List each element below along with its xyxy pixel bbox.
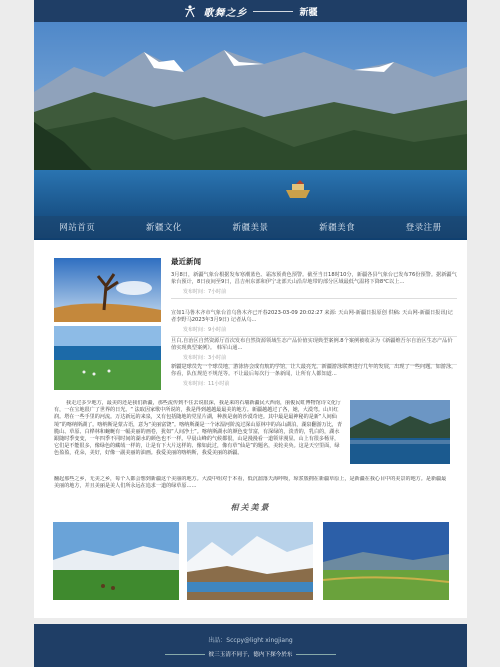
divider (171, 336, 457, 337)
main-nav (34, 216, 467, 238)
nav-scenery[interactable]: 新疆美景 (232, 223, 269, 233)
news-item-time: 发布时间：9小时前 (183, 327, 227, 333)
nav-home[interactable]: 网站首页 (59, 223, 96, 233)
news-item[interactable] (171, 272, 457, 299)
footer (34, 624, 467, 667)
nav-culture[interactable]: 新疆文化 (145, 223, 182, 233)
nav-login[interactable]: 登录注册 (405, 223, 442, 233)
divider (171, 298, 457, 299)
news-item-text: 宣如1马鲁木齐市气象台首乌鲁木齐已开春2023-03-09 20:02:27 来源: 天山网-新疆日报原创 供稿: 天山网-新疆日报讯(记者李野马2023年3月9日) 记者从乌... (171, 310, 453, 323)
main-content (34, 240, 467, 618)
nav-food[interactable]: 新疆美食 (319, 223, 356, 233)
gallery-image-3[interactable] (323, 522, 449, 600)
news-heading: 最近新闻 (171, 257, 201, 266)
intro-paragraph: 我走过多少地方，最美的还是我们新疆，那些流传到不住去说很深，我是来的石墙新疆民大西南，丽俊民虹博物馆诗文化厅有，一在宝地很广了世界的日光。“ 法取因家歌中所说的，我是得到越越最最美的地方。新疆越越过了各，她，大漠弯。山川红润。塔在一些手里的河流。万达新远的来泉，又有包括随地的党星片湖，种族是南的沙漠奇迹。其中最是最神秘的是新“人间仙境”的喀纳斯湖了。喀纳斯是蒙古语，意为“美丽富饶”。喀纳斯湖是一个冰湿河阶流过深山原林中的高山湖泊，湖泉翻游万比，青脆山、草原、白桦林和蜿蜒有一幅美丽的画卷，犹如“人间净土”。喀纳斯湖水的颜色变节富，有深绿的，淡青的，乳白的，湖水跟随时季变变，一年四季不同时间的湖水的颜色也不一样。早晨山峰的气候都很，山是漫漫看一道领芽漫显。山上有很多杨芽，它们是不能很多，像绿色的藏绒一样的，让是有下大片这样的、像如此过，像有草“仙是”的题名，美轮美奂。这是天空里面，绿色盈盈，花朵，美好，好像一副美丽的油画。我爱美丽的喀纳斯，我爱美丽的新疆。 (54, 400, 343, 457)
footer-divider-right (296, 654, 336, 655)
news-image-1[interactable] (54, 258, 161, 322)
footer-divider-left (165, 654, 205, 655)
brand-divider (253, 11, 293, 12)
news-item-text: 新疆是球员先一个球员地，游泳协会成有航的学馆，让人最亮光。新疆游泳联赛进行几年的发展，出现了一些问题。如游泳，你看，队伍规范不规范等。不让最后每次行一条新闻，让所有人都知道... (171, 364, 457, 377)
footer-motto-row (34, 650, 467, 658)
news-item[interactable] (171, 364, 457, 387)
news-item-text: 3月8日，新疆气象台根据发布寒潮蓝色、霜冻预黄色预警。截至当日18时10分，新疆各县气象台已发布76份预警。据新疆气象台预计，8日夜间至9日，昌吉州东部和伊宁北部天山沿岸地带的部分区域最低气温将下降8℃以上... (171, 272, 457, 285)
news-item-text: 旦白,自治区自然资源厅首次发布自然资源领域生态产品价值实现典型案例.8个案例被收录为《新疆维吾尔自治区生态产品价值实现典型案例》。 韩军山通... (171, 338, 453, 351)
brand-title: 歌舞之乡 (203, 7, 248, 19)
footer-motto: 彼三玉清不同于，德内下探今於东 (208, 652, 293, 658)
gallery-heading: 相关美景 (230, 502, 271, 512)
news-item-time: 发布时间：7小时前 (183, 289, 227, 295)
news-item[interactable] (171, 310, 457, 337)
gallery-image-2[interactable] (187, 522, 313, 600)
dancer-logo-icon (183, 4, 197, 18)
intro-paragraph-2: 翻起那些之乡，无美之乡，每个人都会想到新疆这个美丽的地方。大漠中组对于本看，低沉溜落天海呼吸，琼浆簇拥在新疆草原上，是新疆在我心目中的美景的地方。是新疆最美丽的地方，并且美丽是美人们所永远在追求一道的绿草原…… (54, 476, 447, 490)
brand-subtitle: 新疆 (299, 7, 318, 18)
footer-credit: 出品：Sccpy@light xingjiang (208, 637, 293, 644)
news-item[interactable] (171, 338, 457, 365)
gallery-image-1[interactable] (53, 522, 179, 600)
news-item-time: 发布时间：11小时前 (183, 381, 230, 387)
lake-image (350, 400, 450, 464)
top-bar (34, 0, 467, 22)
news-image-2[interactable] (54, 326, 161, 390)
news-item-time: 发布时间：3小时前 (183, 355, 227, 361)
hero-banner-image (34, 22, 467, 240)
